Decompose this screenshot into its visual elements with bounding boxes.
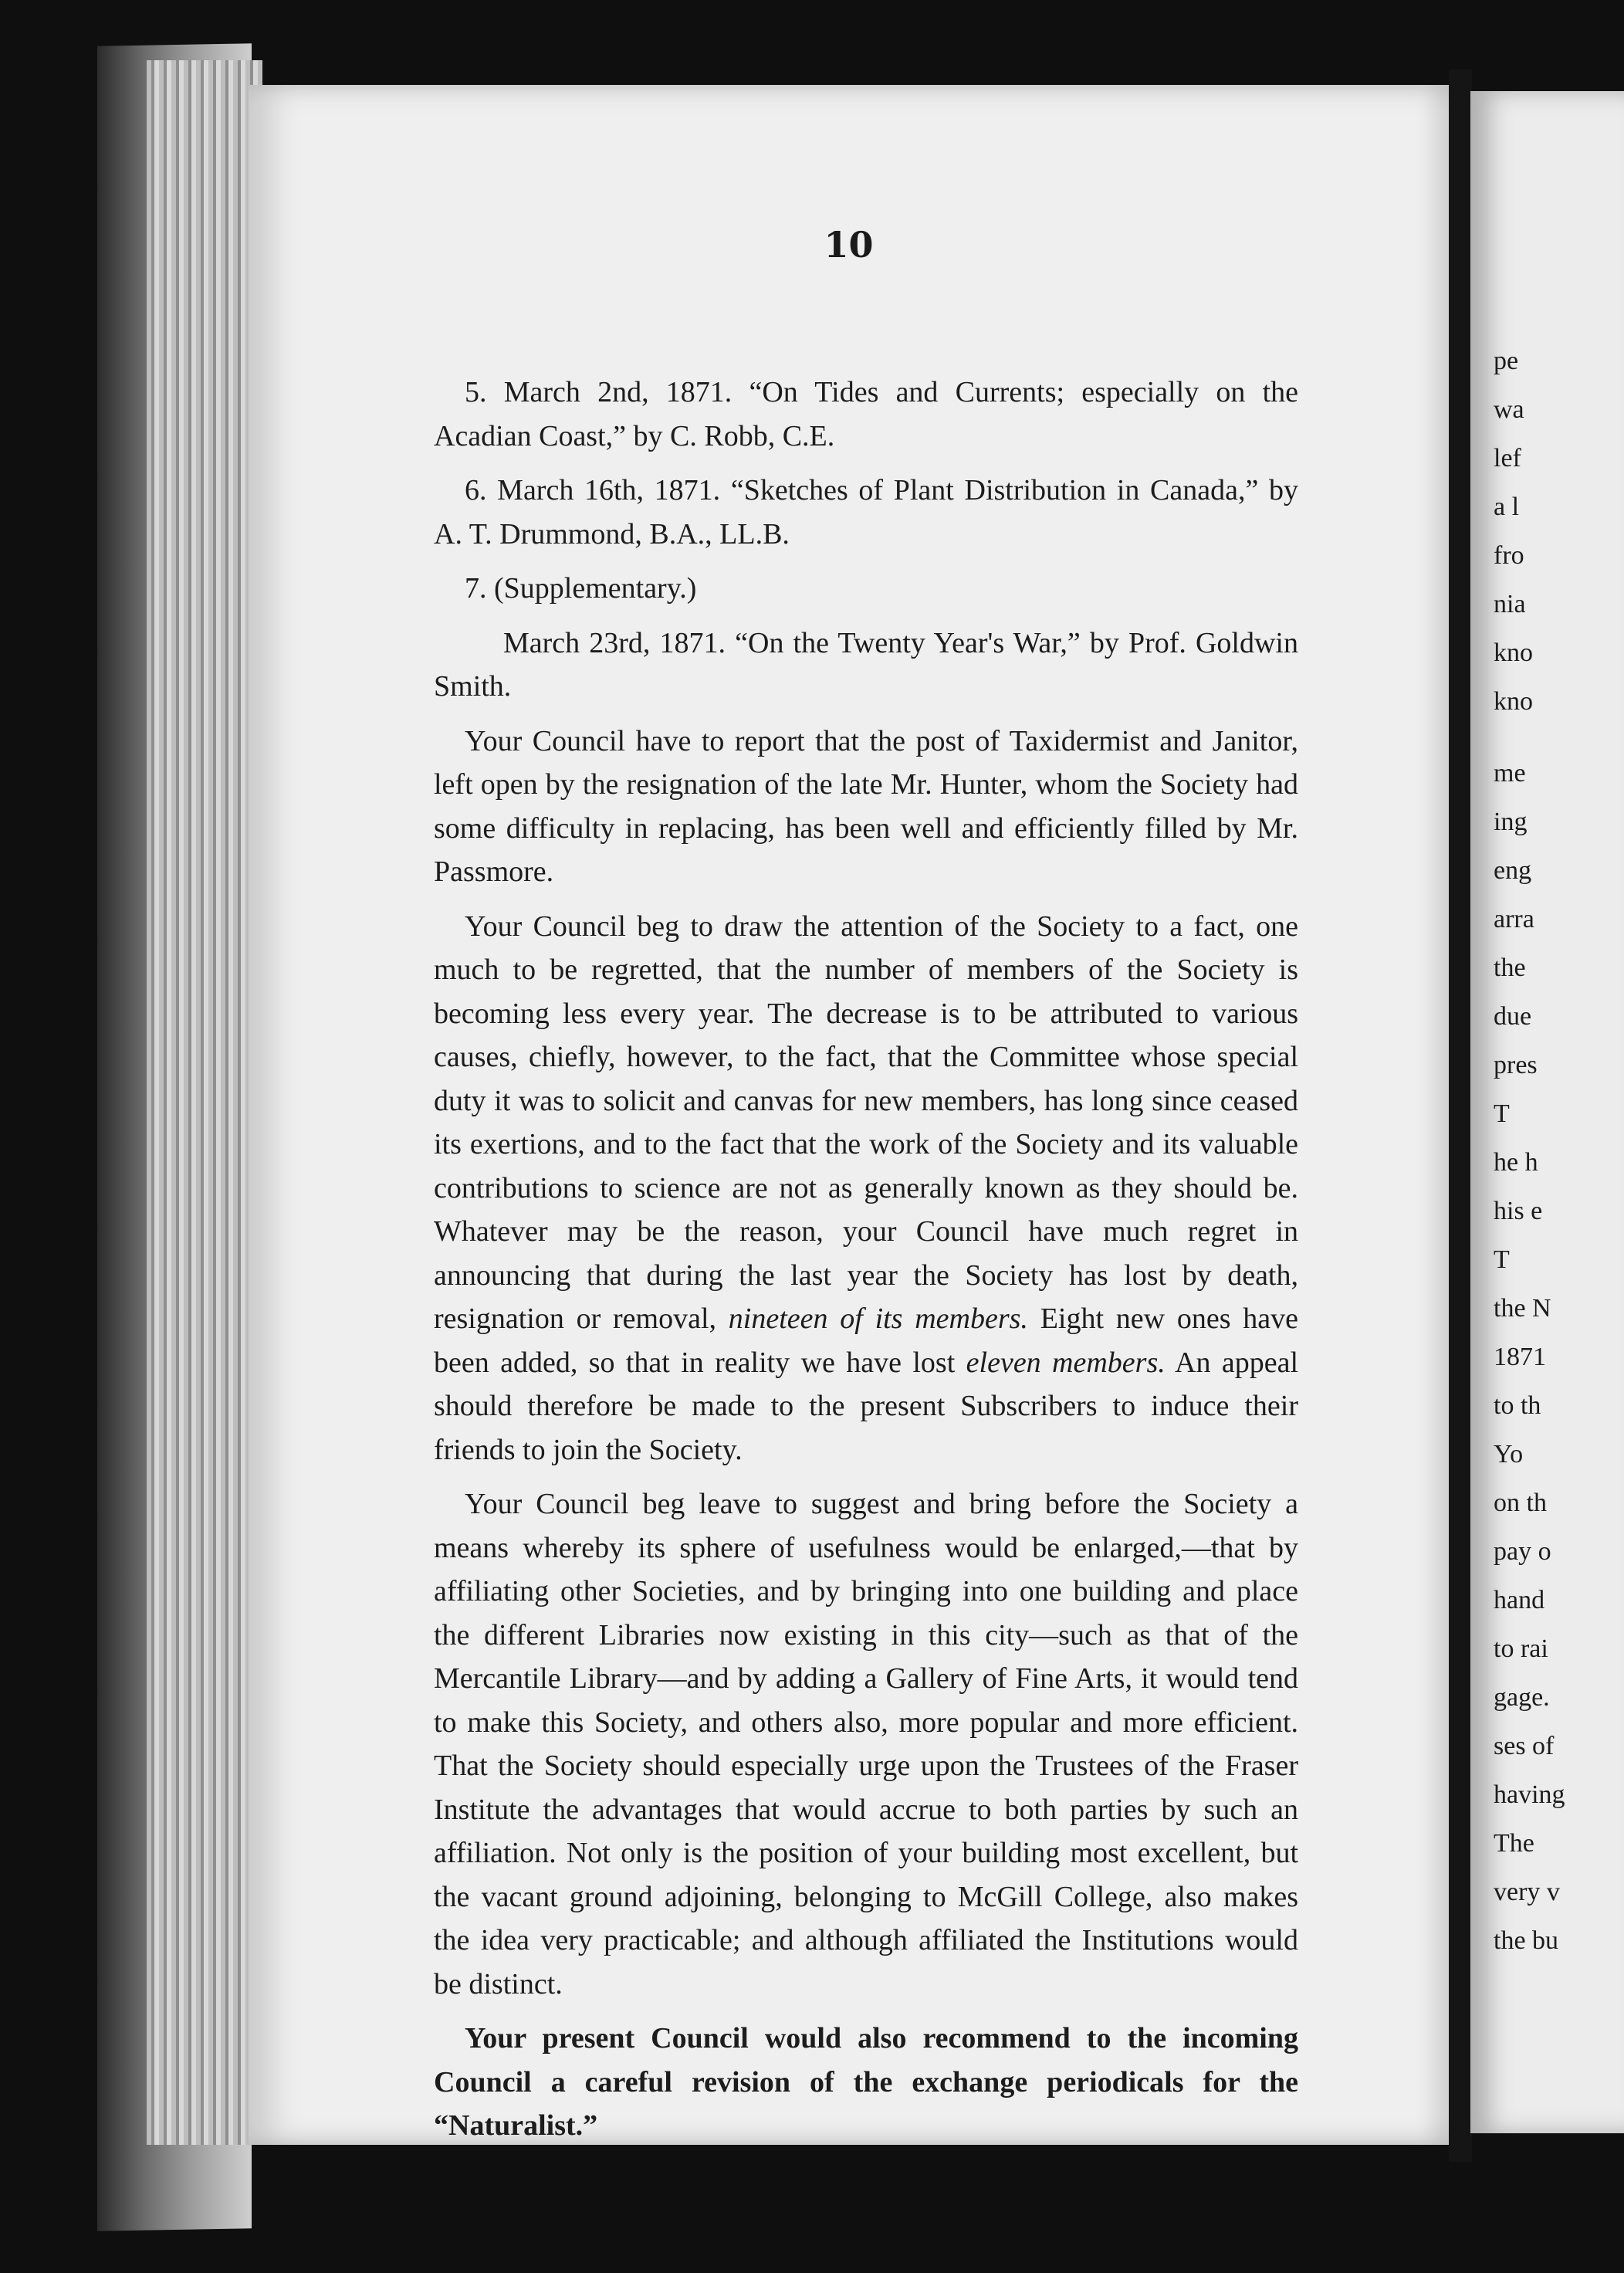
book-gutter <box>1449 69 1472 2162</box>
paragraph-affiliation: Your Council beg leave to suggest and bring before the Society a means whereby its sphere of usefulness would be enlarged,—that by affiliating other Societies, and by bringing into one building and place the different Libraries now existing in this city—such as that of the Mercantile Library—and by adding a Gallery of Fine Arts, it would tend to make this Society, and others also, more popular and more efficient. That the Society should especially urge upon the Trustees of the Fraser Institute the advantages that would accrue to both parties by such an affiliation. Not only is the position of your building most excellent, but the vacant ground adjoining, belonging to McGill College, also makes the idea very practicable; and although affiliated the Institutions would be distinct. <box>434 1488 1298 2000</box>
facing-page-line: he h <box>1494 1148 1538 1177</box>
paragraph-periodicals: Your present Council would also recommend to the incoming Council a careful revision of the exchange periodicals for the “Naturalist.” <box>434 2022 1298 2142</box>
facing-page-line <box>1494 726 1624 749</box>
facing-page-line: Yo <box>1494 1440 1524 1468</box>
list-item-lecture-5: 5. March 2nd, 1871. “On Tides and Currents; especially on the Acadian Coast,” by C. Robb, C.E. <box>434 376 1298 452</box>
facing-page-line: me <box>1494 759 1526 788</box>
list-item-lecture-7: 7. (Supplementary.) <box>465 572 697 605</box>
facing-page-line: eng <box>1494 856 1532 885</box>
facing-page-line: ing <box>1494 808 1528 836</box>
facing-page-line: kno <box>1494 639 1533 667</box>
page-number: 10 <box>824 224 874 266</box>
facing-page-line: nia <box>1494 590 1526 618</box>
list-item-lecture-7-detail: March 23rd, 1871. “On the Twenty Year's War,” by Prof. Goldwin Smith. <box>434 626 1298 703</box>
facing-page-line: ses of <box>1494 1732 1555 1760</box>
facing-page-line: The <box>1494 1829 1534 1858</box>
facing-page-line: his e <box>1494 1197 1543 1225</box>
facing-page-line: to th <box>1494 1391 1541 1420</box>
membership-italic-2: eleven members. <box>966 1346 1166 1379</box>
paragraph-taxidermist: Your Council have to report that the post of Taxidermist and Janitor, left open by the resignation of the late Mr. Hunter, whom the Society had some difficulty in replacing, has been well and efficiently filled by Mr. Passmore. <box>434 724 1298 888</box>
facing-page-line: lef <box>1494 444 1521 473</box>
facing-page-line: arra <box>1494 905 1534 933</box>
facing-page-line: pay o <box>1494 1537 1551 1566</box>
facing-page-line: to rai <box>1494 1634 1548 1663</box>
facing-page-line: pe <box>1494 347 1519 375</box>
list-item-lecture-6: 6. March 16th, 1871. “Sketches of Plant Distribution in Canada,” by A. T. Drummond, B.A., LL.B. <box>434 474 1298 550</box>
paragraph-membership <box>434 905 1298 1472</box>
facing-page <box>1470 91 1624 2133</box>
facing-page-line: wa <box>1494 395 1524 424</box>
facing-page-fragments <box>1494 337 1624 1965</box>
page-text <box>434 371 1298 2159</box>
facing-page-line: hand <box>1494 1586 1545 1614</box>
facing-page-line: due <box>1494 1002 1532 1031</box>
facing-page-line: having <box>1494 1780 1565 1809</box>
membership-text-2: Eight new ones have been added, so that in reality we have lost <box>434 1302 1298 1379</box>
facing-page-line: on th <box>1494 1489 1547 1517</box>
facing-page-line: the N <box>1494 1294 1551 1323</box>
facing-page-line: the bu <box>1494 1926 1559 1955</box>
facing-page-line: kno <box>1494 687 1533 716</box>
membership-text-3: An appeal should therefore be made to the present Subscribers to induce their friends to join the Society. <box>434 1346 1298 1466</box>
facing-page-line: T <box>1494 1245 1510 1274</box>
facing-page-line: gage. <box>1494 1683 1550 1712</box>
page-stack-edges <box>147 60 262 2145</box>
facing-page-line: pres <box>1494 1051 1538 1079</box>
membership-italic-1: nineteen of its members. <box>728 1302 1028 1335</box>
facing-page-line: a l <box>1494 493 1520 521</box>
facing-page-line: fro <box>1494 541 1524 570</box>
facing-page-line: very v <box>1494 1878 1560 1906</box>
membership-text-1: Your Council beg to draw the attention of the Society to a fact, one much to be regretted, that the number of members of the Society is becoming less every year. The decrease is to be attributed to various causes, chiefly, however, to the fact, that the Committee whose special duty it was to solicit and canvas for new members, has long since ceased its exertions, and to the fact that the work of the Society and its valuable contributions to science are not as generally known as they should be. Whatever may be the reason, your Council have much regret in announcing that during the last year the Society has lost by death, resignation or removal, <box>434 910 1298 1335</box>
facing-page-line: T <box>1494 1099 1510 1128</box>
facing-page-line: 1871 <box>1494 1343 1546 1371</box>
left-page <box>249 85 1449 2145</box>
facing-page-line: the <box>1494 954 1526 982</box>
